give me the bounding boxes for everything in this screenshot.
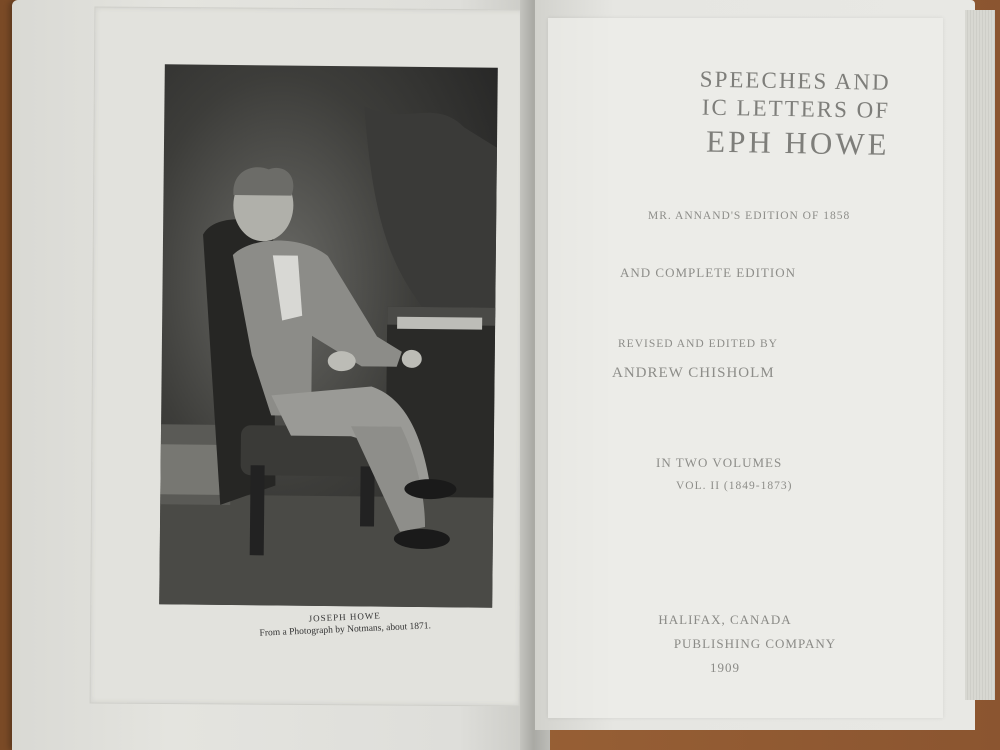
title-line-2: IC LETTERS OF: [701, 94, 891, 123]
revised-line: REVISED AND EDITED BY: [618, 338, 778, 350]
based-on-line: MR. ANNAND'S EDITION OF 1858: [648, 210, 851, 222]
caption-credit: From a Photograph by Notmans, about 1871.: [259, 621, 432, 639]
portrait-photograph: [159, 64, 498, 607]
portrait-drawing: [159, 64, 498, 607]
title-block: [559, 63, 891, 165]
imprint-year: 1909: [710, 660, 740, 675]
imprint-place: HALIFAX, CANADA: [658, 612, 792, 627]
editor-line: ANDREW CHISHOLM: [612, 365, 775, 381]
title-line-1: SPEECHES AND: [699, 66, 891, 95]
title-line-3: EPH HOWE: [705, 123, 890, 162]
volume-line: VOL. II (1849-1873): [676, 480, 793, 492]
imprint-publisher: PUBLISHING COMPANY: [673, 636, 837, 651]
page-edges: [965, 10, 995, 700]
edition-line: AND COMPLETE EDITION: [620, 265, 796, 280]
caption-name: JOSEPH HOWE: [308, 610, 382, 624]
volumes-line: IN TWO VOLUMES: [656, 455, 783, 470]
